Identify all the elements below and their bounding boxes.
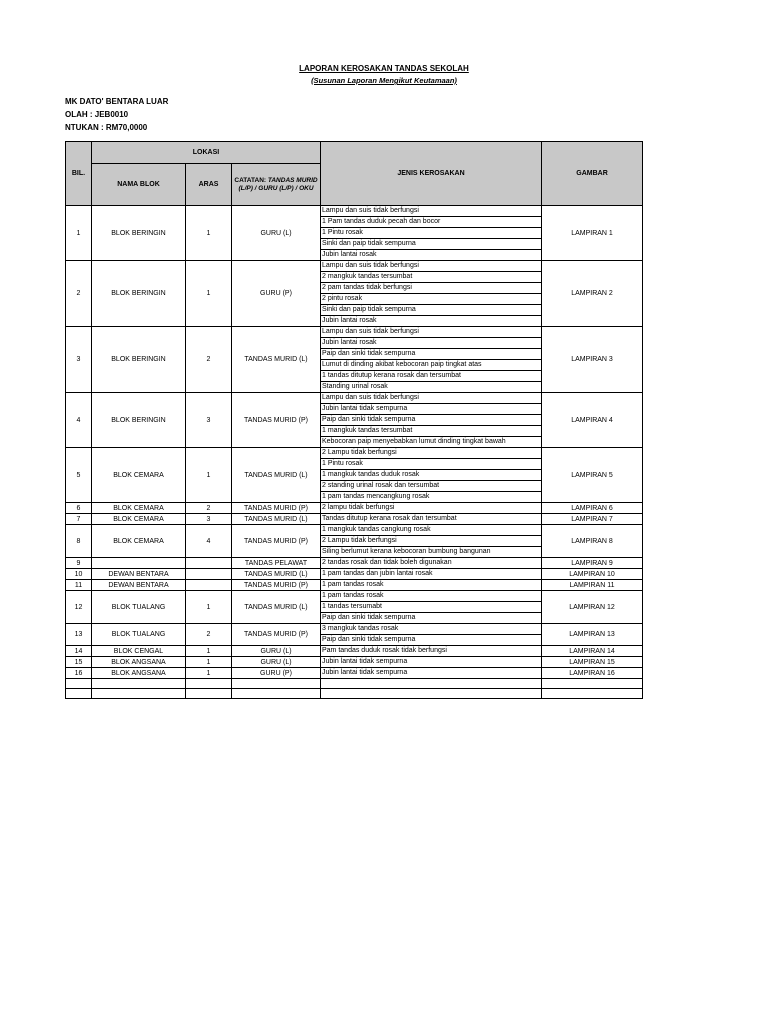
row-jenis-kerosakan — [321, 503, 542, 514]
row-jenis-kerosakan — [321, 646, 542, 657]
damage-item: 1 Pintu rosak — [321, 228, 541, 239]
table-row — [66, 525, 643, 558]
empty-row — [66, 679, 643, 689]
row-bil: 2 — [66, 261, 92, 327]
damage-item: Jubin lantai rosak — [322, 317, 377, 324]
row-aras: 1 — [186, 657, 232, 668]
school-name: MK DATO' BENTARA LUAR — [65, 97, 169, 106]
table-row — [66, 448, 643, 503]
row-bil: 3 — [66, 327, 92, 393]
row-gambar: LAMPIRAN 2 — [542, 261, 643, 327]
row-jenis-kerosakan — [321, 657, 542, 668]
damage-item: Jubin lantai rosak — [322, 251, 377, 258]
header-catatan-label: CATATAN: — [234, 176, 267, 184]
damage-item: Jubin lantai tidak sempurna — [321, 404, 541, 415]
row-nama-blok: BLOK CEMARA — [92, 448, 186, 503]
damage-item: 2 Lampu tidak berfungsi — [321, 448, 541, 459]
table-body — [66, 206, 643, 699]
damage-item: 1 Pam tandas duduk pecah dan bocor — [321, 217, 541, 228]
empty-cell — [232, 679, 321, 689]
row-catatan: TANDAS MURID (L) — [232, 448, 321, 503]
damage-item: Standing urinal rosak — [322, 383, 388, 390]
damage-item: 2 pintu rosak — [321, 294, 541, 305]
table-row — [66, 569, 643, 580]
row-catatan: TANDAS MURID (P) — [232, 503, 321, 514]
row-gambar: LAMPIRAN 9 — [542, 558, 643, 569]
damage-item: Lampu dan suis tidak berfungsi — [321, 393, 541, 404]
table-row — [66, 503, 643, 514]
row-gambar: LAMPIRAN 8 — [542, 525, 643, 558]
empty-row — [66, 689, 643, 699]
table-row — [66, 206, 643, 261]
row-catatan: GURU (L) — [232, 206, 321, 261]
row-nama-blok: DEWAN BENTARA — [92, 569, 186, 580]
row-nama-blok: DEWAN BENTARA — [92, 580, 186, 591]
damage-item: Lampu dan suis tidak berfungsi — [321, 261, 541, 272]
row-aras: 1 — [186, 448, 232, 503]
row-gambar: LAMPIRAN 6 — [542, 503, 643, 514]
row-gambar: LAMPIRAN 14 — [542, 646, 643, 657]
damage-item: Sinki dan paip tidak sempurna — [321, 305, 541, 316]
damage-item: 2 mangkuk tandas tersumbat — [321, 272, 541, 283]
school-code: OLAH : JEB0010 — [65, 110, 129, 119]
row-catatan: GURU (P) — [232, 261, 321, 327]
row-bil: 12 — [66, 591, 92, 624]
damage-item: Jubin lantai tidak sempurna — [322, 658, 408, 665]
empty-cell — [186, 689, 232, 699]
damage-item: Paip dan sinki tidak sempurna — [322, 614, 416, 621]
damage-item: 2 tandas rosak dan tidak boleh digunakan — [322, 559, 452, 566]
damage-item: 1 pam tandas mencangkung rosak — [322, 493, 430, 500]
row-aras: 4 — [186, 525, 232, 558]
row-catatan: TANDAS MURID (P) — [232, 624, 321, 646]
damage-report-table — [65, 141, 643, 699]
row-gambar: LAMPIRAN 16 — [542, 668, 643, 679]
row-jenis-kerosakan — [321, 558, 542, 569]
row-jenis-kerosakan — [321, 514, 542, 525]
damage-item: Jubin lantai rosak — [321, 338, 541, 349]
damage-item: 1 mangkuk tandas cangkung rosak — [321, 525, 541, 536]
row-nama-blok: BLOK CEMARA — [92, 503, 186, 514]
row-bil: 15 — [66, 657, 92, 668]
damage-item: Lumut di dinding akibat kebocoran paip tingkat atas — [321, 360, 541, 371]
row-gambar: LAMPIRAN 10 — [542, 569, 643, 580]
row-catatan: TANDAS MURID (L) — [232, 514, 321, 525]
header-bil: BIL. — [66, 142, 92, 206]
row-aras: 1 — [186, 668, 232, 679]
row-nama-blok: BLOK TUALANG — [92, 624, 186, 646]
row-nama-blok: BLOK BERINGIN — [92, 327, 186, 393]
row-jenis-kerosakan — [321, 569, 542, 580]
row-jenis-kerosakan — [321, 327, 542, 393]
damage-item: 2 lampu tidak berfungsi — [322, 504, 395, 511]
table-row — [66, 591, 643, 624]
row-bil: 1 — [66, 206, 92, 261]
table-row — [66, 580, 643, 591]
row-catatan: TANDAS MURID (P) — [232, 525, 321, 558]
damage-item: Paip dan sinki tidak sempurna — [321, 349, 541, 360]
row-jenis-kerosakan — [321, 393, 542, 448]
row-nama-blok — [92, 558, 186, 569]
damage-item: Pam tandas duduk rosak tidak berfungsi — [322, 647, 447, 654]
row-bil: 7 — [66, 514, 92, 525]
damage-item: 1 pam tandas dan jubin lantai rosak — [322, 570, 433, 577]
row-catatan: GURU (L) — [232, 646, 321, 657]
row-aras: 1 — [186, 646, 232, 657]
row-nama-blok: BLOK ANGSANA — [92, 657, 186, 668]
damage-item: Lampu dan suis tidak berfungsi — [321, 206, 541, 217]
row-bil: 10 — [66, 569, 92, 580]
row-jenis-kerosakan — [321, 448, 542, 503]
table-row — [66, 327, 643, 393]
row-nama-blok: BLOK BERINGIN — [92, 206, 186, 261]
damage-item: Paip dan sinki tidak sempurna — [322, 636, 416, 643]
damage-item: 1 pam tandas rosak — [321, 591, 541, 602]
row-gambar: LAMPIRAN 13 — [542, 624, 643, 646]
row-bil: 9 — [66, 558, 92, 569]
row-bil: 6 — [66, 503, 92, 514]
row-nama-blok: BLOK CEMARA — [92, 525, 186, 558]
damage-item: Siling berlumut kerana kebocoran bumbung bangunan — [322, 548, 491, 555]
row-nama-blok: BLOK CEMARA — [92, 514, 186, 525]
empty-cell — [542, 679, 643, 689]
empty-cell — [321, 679, 542, 689]
row-nama-blok: BLOK CENGAL — [92, 646, 186, 657]
row-aras — [186, 558, 232, 569]
row-gambar: LAMPIRAN 1 — [542, 206, 643, 261]
empty-cell — [92, 679, 186, 689]
damage-item: 2 standing urinal rosak dan tersumbat — [321, 481, 541, 492]
empty-cell — [66, 689, 92, 699]
row-jenis-kerosakan — [321, 206, 542, 261]
row-catatan: TANDAS MURID (P) — [232, 393, 321, 448]
empty-cell — [66, 679, 92, 689]
damage-item: Jubin lantai tidak sempurna — [322, 669, 408, 676]
damage-item: 1 mangkuk tandas duduk rosak — [321, 470, 541, 481]
row-jenis-kerosakan — [321, 624, 542, 646]
row-bil: 4 — [66, 393, 92, 448]
row-catatan: TANDAS MURID (L) — [232, 327, 321, 393]
damage-item: 2 Lampu tidak berfungsi — [321, 536, 541, 547]
table-row — [66, 393, 643, 448]
damage-item: 3 mangkuk tandas rosak — [321, 624, 541, 635]
damage-item: Paip dan sinki tidak sempurna — [321, 415, 541, 426]
row-bil: 8 — [66, 525, 92, 558]
report-subtitle: (Susunan Laporan Mengikut Keutamaan) — [311, 76, 457, 85]
damage-item: Tandas ditutup kerana rosak dan tersumbat — [322, 515, 457, 522]
row-bil: 14 — [66, 646, 92, 657]
damage-item: 1 tandas ditutup kerana rosak dan tersumbat — [321, 371, 541, 382]
header-catatan — [232, 164, 321, 206]
row-catatan: TANDAS MURID (L) — [232, 591, 321, 624]
header-jenis-kerosakan: JENIS KEROSAKAN — [321, 142, 542, 206]
row-jenis-kerosakan — [321, 668, 542, 679]
row-aras: 2 — [186, 624, 232, 646]
row-bil: 16 — [66, 668, 92, 679]
row-gambar: LAMPIRAN 5 — [542, 448, 643, 503]
allocation-amount: NTUKAN : RM70,0000 — [65, 123, 148, 132]
empty-cell — [92, 689, 186, 699]
row-catatan: TANDAS MURID (L) — [232, 569, 321, 580]
row-gambar: LAMPIRAN 15 — [542, 657, 643, 668]
row-aras: 1 — [186, 591, 232, 624]
row-catatan: TANDAS MURID (P) — [232, 580, 321, 591]
row-catatan: GURU (P) — [232, 668, 321, 679]
row-aras: 1 — [186, 261, 232, 327]
table-row — [66, 646, 643, 657]
header-nama-blok: NAMA BLOK — [92, 164, 186, 206]
row-gambar: LAMPIRAN 4 — [542, 393, 643, 448]
empty-cell — [186, 679, 232, 689]
table-row — [66, 624, 643, 646]
table-row — [66, 668, 643, 679]
empty-cell — [232, 689, 321, 699]
empty-cell — [542, 689, 643, 699]
row-aras — [186, 569, 232, 580]
row-catatan: TANDAS PELAWAT — [232, 558, 321, 569]
row-bil: 11 — [66, 580, 92, 591]
row-aras: 3 — [186, 514, 232, 525]
row-jenis-kerosakan — [321, 261, 542, 327]
report-title: LAPORAN KEROSAKAN TANDAS SEKOLAH — [299, 64, 469, 73]
empty-cell — [321, 689, 542, 699]
table-row — [66, 657, 643, 668]
row-nama-blok: BLOK BERINGIN — [92, 393, 186, 448]
row-catatan: GURU (L) — [232, 657, 321, 668]
damage-item: 1 mangkuk tandas tersumbat — [321, 426, 541, 437]
row-gambar: LAMPIRAN 3 — [542, 327, 643, 393]
row-jenis-kerosakan — [321, 591, 542, 624]
row-aras — [186, 580, 232, 591]
row-gambar: LAMPIRAN 7 — [542, 514, 643, 525]
table-row — [66, 261, 643, 327]
table-row — [66, 558, 643, 569]
damage-item: 1 Pintu rosak — [321, 459, 541, 470]
row-jenis-kerosakan — [321, 580, 542, 591]
header-aras: ARAS — [186, 164, 232, 206]
row-nama-blok: BLOK TUALANG — [92, 591, 186, 624]
damage-item: Kebocoran paip menyebabkan lumut dinding tingkat bawah — [322, 438, 506, 445]
row-aras: 2 — [186, 503, 232, 514]
row-gambar: LAMPIRAN 11 — [542, 580, 643, 591]
row-jenis-kerosakan — [321, 525, 542, 558]
header-catatan-detail: TANDAS MURID (L/P) / GURU (L/P) / OKU — [238, 176, 318, 192]
damage-item: Lampu dan suis tidak berfungsi — [321, 327, 541, 338]
damage-item: 1 pam tandas rosak — [322, 581, 384, 588]
row-aras: 2 — [186, 327, 232, 393]
row-nama-blok: BLOK ANGSANA — [92, 668, 186, 679]
row-bil: 5 — [66, 448, 92, 503]
row-gambar: LAMPIRAN 12 — [542, 591, 643, 624]
row-aras: 3 — [186, 393, 232, 448]
header-lokasi: LOKASI — [92, 142, 321, 164]
row-bil: 13 — [66, 624, 92, 646]
header-gambar: GAMBAR — [542, 142, 643, 206]
table-row — [66, 514, 643, 525]
damage-item: Sinki dan paip tidak sempurna — [321, 239, 541, 250]
damage-item: 2 pam tandas tidak berfungsi — [321, 283, 541, 294]
row-nama-blok: BLOK BERINGIN — [92, 261, 186, 327]
row-aras: 1 — [186, 206, 232, 261]
damage-item: 1 tandas tersumabt — [321, 602, 541, 613]
